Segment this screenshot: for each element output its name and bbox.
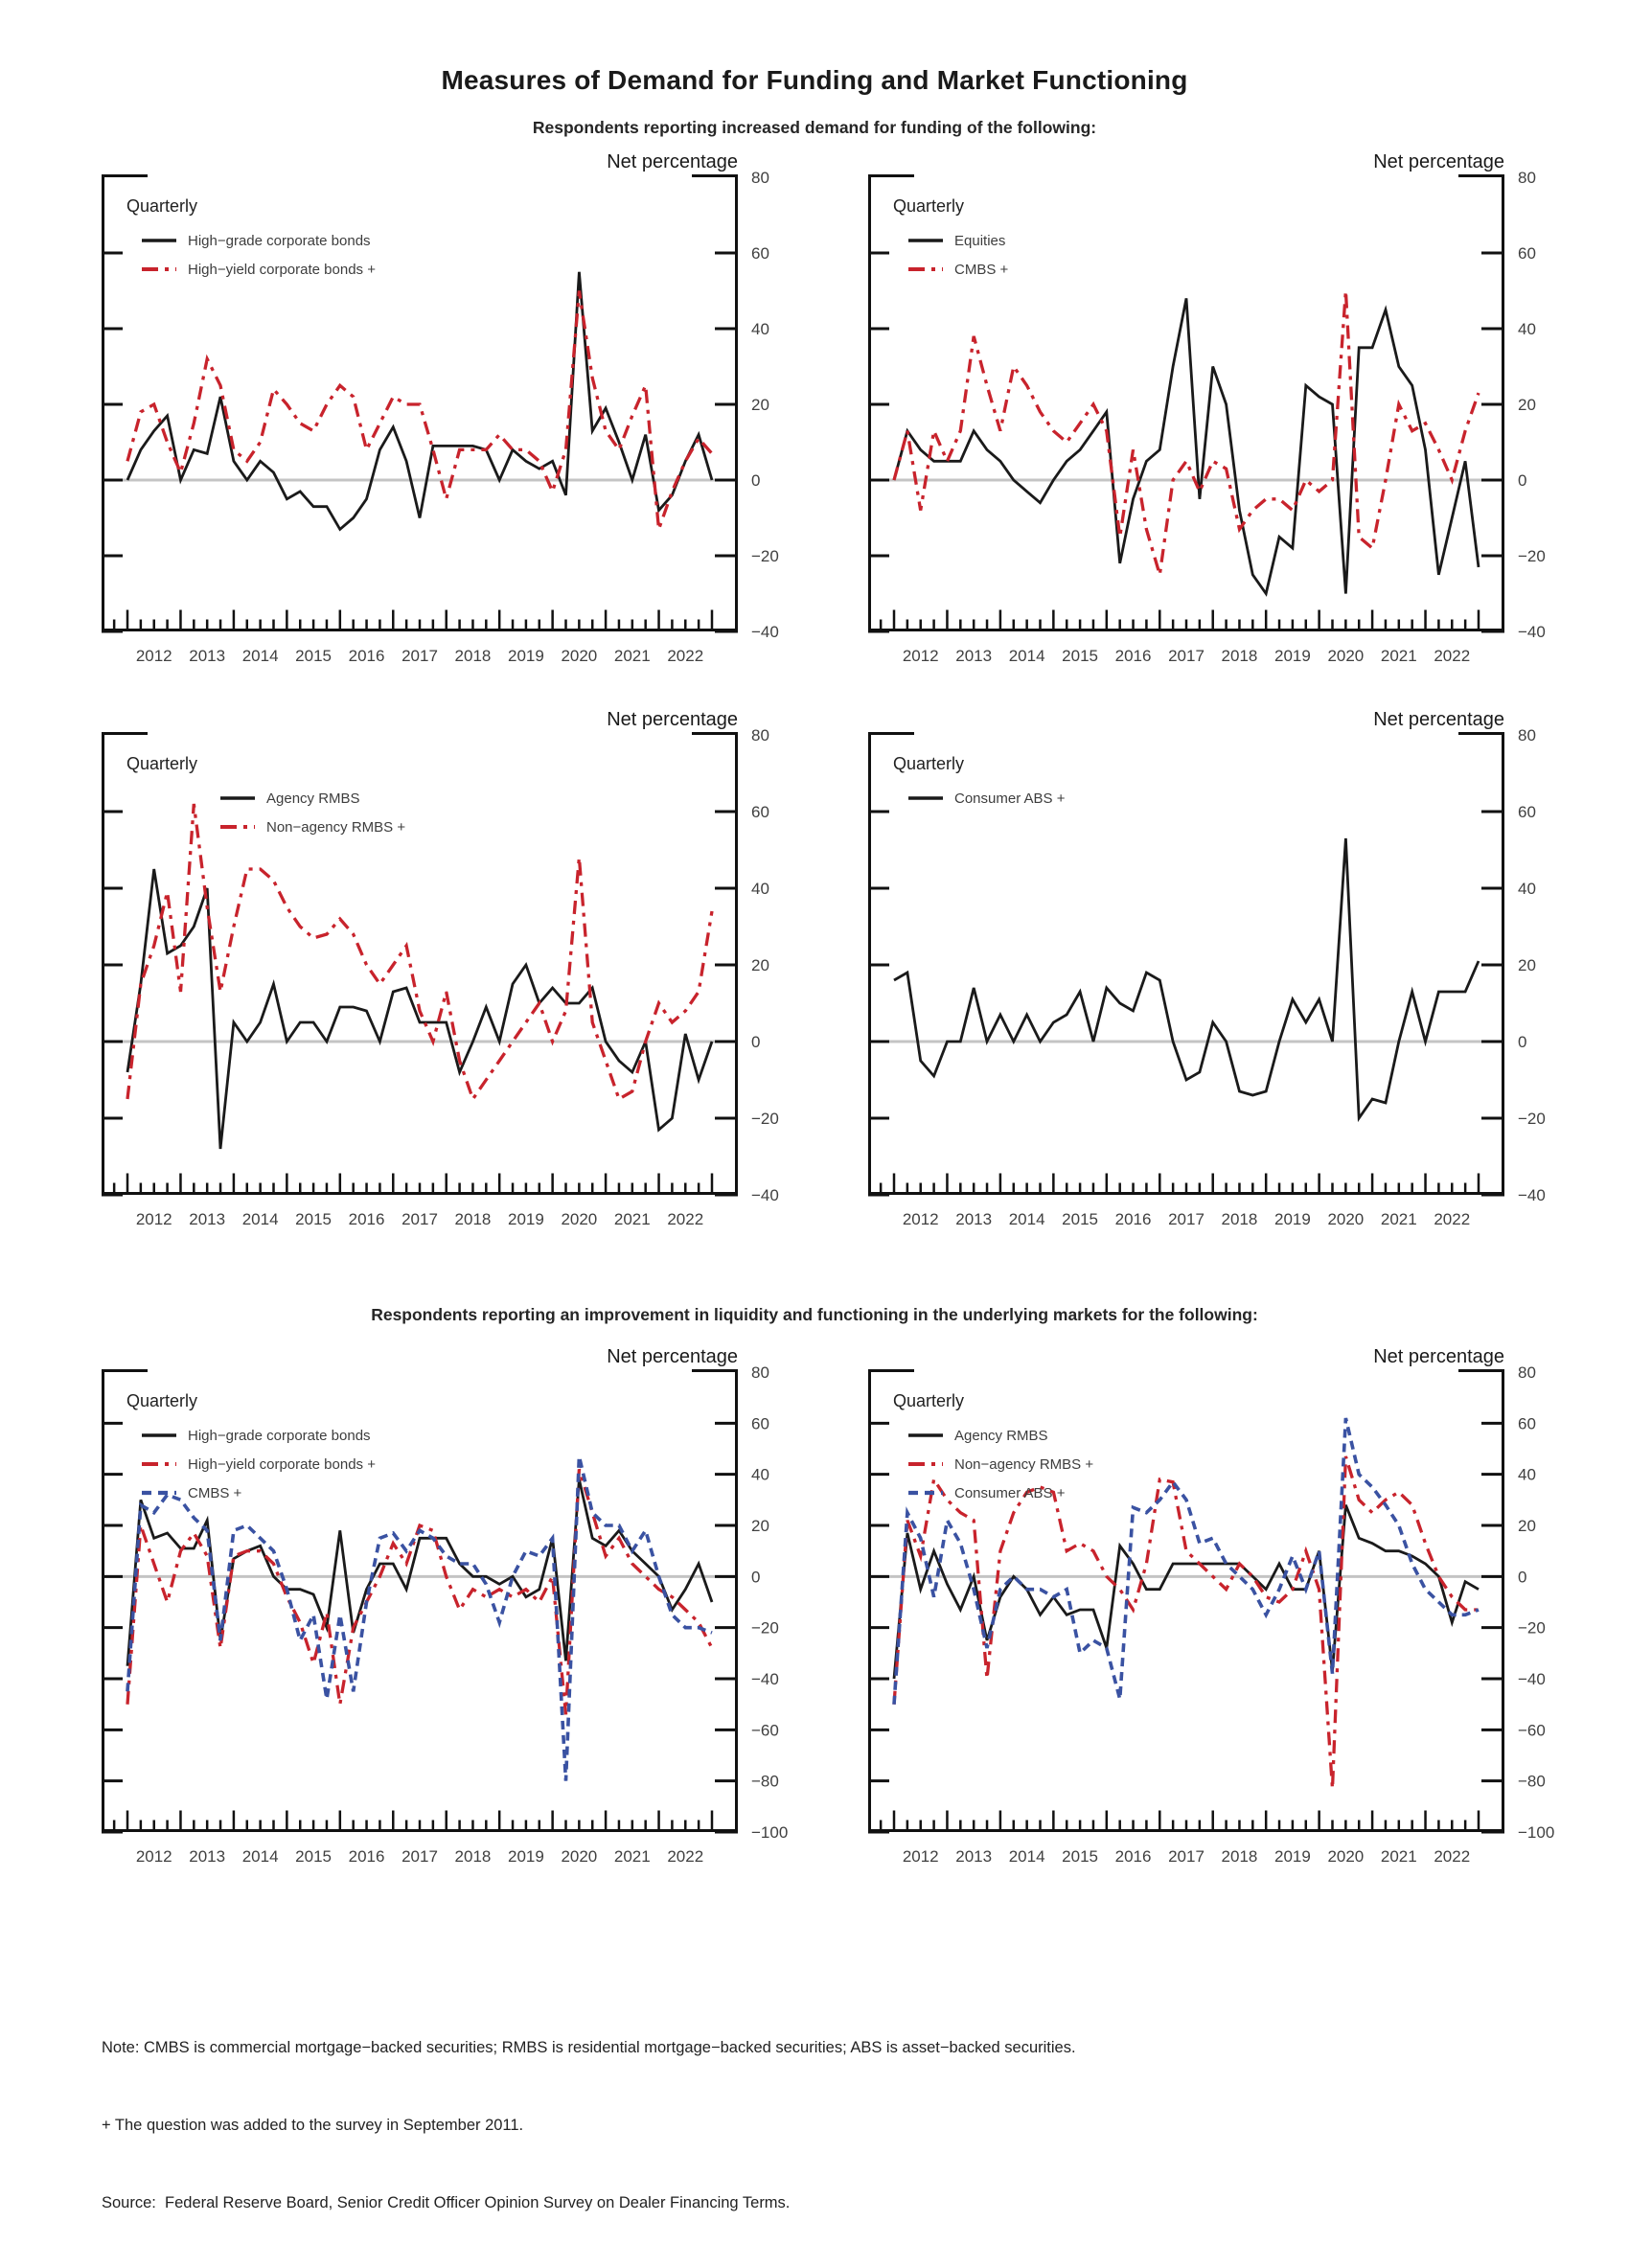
x-year-label: 2019 — [507, 647, 544, 665]
chart-panel-demand-consumer-abs — [868, 709, 1546, 1228]
y-tick-label: −40 — [1518, 1186, 1546, 1204]
y-tick-label: 40 — [1518, 1465, 1536, 1484]
x-year-label: 2020 — [1327, 1210, 1365, 1228]
x-year-label: 2019 — [507, 1210, 544, 1228]
y-tick-label: −20 — [751, 547, 779, 565]
x-year-label: 2017 — [1168, 647, 1205, 665]
x-axis-ticks — [114, 1174, 712, 1229]
x-year-label: 2015 — [295, 1847, 333, 1866]
chart-notes — [102, 1983, 1539, 2268]
x-year-label: 2017 — [1168, 1210, 1205, 1228]
x-year-label: 2013 — [189, 1847, 226, 1866]
frequency-label: Quarterly — [126, 754, 198, 773]
legend — [908, 1428, 1093, 1501]
x-year-label: 2014 — [241, 1210, 279, 1228]
note-source: Source: Federal Reserve Board, Senior Credit Officer Opinion Survey on Dealer Financing Terms. — [102, 2194, 791, 2211]
legend — [142, 1428, 376, 1501]
y-tick-label: 20 — [751, 1517, 769, 1535]
x-year-label: 2021 — [1380, 647, 1417, 665]
y-tick-label: 0 — [1518, 471, 1527, 490]
y-tick-label: 0 — [751, 471, 761, 490]
x-year-label: 2013 — [955, 647, 993, 665]
y-tick-label: 40 — [1518, 320, 1536, 338]
x-year-label: 2018 — [454, 1847, 492, 1866]
legend-label: CMBS + — [954, 262, 1009, 278]
x-year-label: 2018 — [454, 1210, 492, 1228]
y-tick-label: −100 — [1518, 1823, 1555, 1842]
y-tick-label: 80 — [1518, 169, 1536, 187]
x-year-label: 2015 — [1062, 647, 1099, 665]
y-axis-title: Net percentage — [607, 1346, 738, 1367]
y-axis-title: Net percentage — [1373, 1346, 1504, 1367]
chart-panel-demand-equities-cmbs — [868, 151, 1546, 665]
y-tick-label: 0 — [751, 1033, 761, 1051]
y-tick-label: 40 — [751, 320, 769, 338]
frequency-label: Quarterly — [893, 1391, 965, 1410]
x-year-label: 2013 — [955, 1210, 993, 1228]
x-year-label: 2022 — [667, 647, 704, 665]
section1-heading: Respondents reporting increased demand for funding of the following: — [532, 118, 1097, 137]
legend-item — [908, 790, 1066, 807]
x-year-label: 2018 — [454, 647, 492, 665]
y-tick-label: −20 — [1518, 547, 1546, 565]
series-group — [127, 804, 712, 1149]
chart-panel-demand-corporate-bonds — [102, 151, 779, 665]
x-year-label: 2014 — [1008, 1847, 1045, 1866]
y-tick-label: 60 — [751, 244, 769, 263]
x-year-label: 2018 — [1221, 647, 1258, 665]
x-year-label: 2019 — [507, 1847, 544, 1866]
x-year-label: 2020 — [561, 1210, 598, 1228]
x-year-label: 2016 — [348, 1847, 385, 1866]
series-line-3 — [127, 1456, 712, 1781]
x-axis-ticks — [881, 610, 1479, 666]
x-year-label: 2013 — [189, 1210, 226, 1228]
y-tick-label: −40 — [1518, 1670, 1546, 1688]
y-tick-label: −40 — [751, 1670, 779, 1688]
x-axis-ticks — [114, 610, 712, 666]
x-year-label: 2017 — [402, 1210, 438, 1228]
chart-panel-demand-rmbs — [102, 709, 779, 1228]
x-year-label: 2019 — [1273, 1210, 1311, 1228]
note-definitions: Note: CMBS is commercial mortgage−backed securities; RMBS is residential mortgage−backed securities; ABS is asset−backed securities. — [102, 2039, 1076, 2056]
x-year-label: 2021 — [1380, 1210, 1417, 1228]
x-year-label: 2019 — [1273, 1847, 1311, 1866]
x-year-label: 2021 — [1380, 1847, 1417, 1866]
series-line-1 — [894, 838, 1479, 1118]
x-year-label: 2015 — [295, 647, 333, 665]
legend-label: Non−agency RMBS + — [266, 819, 406, 836]
chart-panel-liquidity-corporate-cmbs — [102, 1346, 788, 1866]
legend — [908, 790, 1066, 807]
x-year-label: 2018 — [1221, 1210, 1258, 1228]
x-year-label: 2014 — [241, 1847, 279, 1866]
legend-label: High−grade corporate bonds — [188, 233, 371, 249]
x-year-label: 2022 — [1434, 1210, 1471, 1228]
legend — [908, 233, 1009, 278]
y-tick-label: 80 — [1518, 1363, 1536, 1382]
frequency-label: Quarterly — [126, 1391, 198, 1410]
x-year-label: 2020 — [561, 1847, 598, 1866]
x-year-label: 2022 — [1434, 1847, 1471, 1866]
frequency-label: Quarterly — [126, 196, 198, 216]
x-year-label: 2022 — [1434, 647, 1471, 665]
x-year-label: 2016 — [1114, 1847, 1152, 1866]
legend-item — [142, 1456, 376, 1473]
series-group — [127, 1456, 712, 1781]
x-year-label: 2015 — [1062, 1210, 1099, 1228]
x-year-label: 2013 — [189, 647, 226, 665]
series-group — [894, 1418, 1479, 1789]
y-tick-label: 80 — [1518, 726, 1536, 745]
y-tick-label: 80 — [751, 726, 769, 745]
x-year-label: 2022 — [667, 1210, 704, 1228]
x-year-label: 2014 — [1008, 1210, 1045, 1228]
legend-label: High−yield corporate bonds + — [188, 1456, 376, 1473]
x-year-label: 2012 — [135, 647, 172, 665]
x-year-label: 2015 — [1062, 1847, 1099, 1866]
legend-item — [142, 233, 371, 249]
y-tick-label: 60 — [751, 1414, 769, 1433]
legend — [220, 790, 405, 836]
y-tick-label: −20 — [1518, 1618, 1546, 1638]
legend-label: High−grade corporate bonds — [188, 1428, 371, 1444]
x-year-label: 2021 — [613, 1847, 651, 1866]
legend-item — [908, 233, 1005, 249]
y-tick-label: −40 — [751, 1186, 779, 1204]
legend-label: Non−agency RMBS + — [954, 1456, 1094, 1473]
legend-label: CMBS + — [188, 1485, 242, 1501]
legend-item — [220, 790, 360, 807]
legend-item — [142, 1485, 242, 1501]
x-year-label: 2019 — [1273, 647, 1311, 665]
y-tick-label: −20 — [1518, 1110, 1546, 1128]
series-line-1 — [127, 1479, 712, 1666]
y-tick-label: 0 — [751, 1568, 761, 1587]
y-axis-title: Net percentage — [607, 151, 738, 172]
x-year-label: 2014 — [1008, 647, 1045, 665]
legend-label: Consumer ABS + — [954, 790, 1066, 807]
x-year-label: 2012 — [902, 1210, 939, 1228]
frequency-label: Quarterly — [893, 754, 965, 773]
x-year-label: 2021 — [613, 647, 651, 665]
x-year-label: 2017 — [402, 647, 438, 665]
series-group — [127, 272, 712, 530]
x-year-label: 2020 — [1327, 1847, 1365, 1866]
x-year-label: 2016 — [348, 1210, 385, 1228]
x-axis-ticks — [881, 1174, 1479, 1229]
y-tick-label: 0 — [1518, 1033, 1527, 1051]
x-year-label: 2012 — [135, 1210, 172, 1228]
x-year-label: 2020 — [1327, 647, 1365, 665]
series-line-1 — [894, 1505, 1479, 1679]
x-axis-ticks — [881, 1811, 1479, 1867]
legend-item — [908, 262, 1009, 278]
x-year-label: 2016 — [1114, 647, 1152, 665]
legend-item — [142, 1428, 371, 1444]
y-tick-label: −80 — [1518, 1772, 1546, 1791]
y-tick-label: −60 — [751, 1721, 779, 1740]
y-tick-label: −40 — [751, 623, 779, 641]
y-tick-label: 20 — [751, 396, 769, 414]
x-year-label: 2016 — [1114, 1210, 1152, 1228]
y-tick-label: 40 — [751, 1465, 769, 1484]
y-axis-title: Net percentage — [607, 709, 738, 730]
legend-label: Equities — [954, 233, 1006, 249]
axis-frame — [102, 735, 738, 1195]
y-tick-label: −20 — [751, 1110, 779, 1128]
y-tick-label: −40 — [1518, 623, 1546, 641]
y-axis-title: Net percentage — [1373, 709, 1504, 730]
note-survey-added: + The question was added to the survey in September 2011. — [102, 2117, 524, 2134]
y-tick-label: 40 — [751, 880, 769, 898]
y-tick-label: 60 — [1518, 244, 1536, 263]
y-tick-label: 20 — [1518, 1517, 1536, 1535]
x-year-label: 2013 — [955, 1847, 993, 1866]
series-group — [894, 838, 1479, 1118]
y-tick-label: −80 — [751, 1772, 779, 1791]
x-axis-ticks — [114, 1811, 712, 1867]
legend-item — [908, 1428, 1048, 1444]
x-year-label: 2016 — [348, 647, 385, 665]
y-tick-label: 80 — [751, 1363, 769, 1382]
x-year-label: 2018 — [1221, 1847, 1258, 1866]
section2-heading: Respondents reporting an improvement in liquidity and functioning in the underlying markets for the following: — [371, 1305, 1258, 1324]
legend-label: High−yield corporate bonds + — [188, 262, 376, 278]
y-tick-label: 20 — [1518, 956, 1536, 974]
x-year-label: 2012 — [902, 647, 939, 665]
x-year-label: 2017 — [402, 1847, 438, 1866]
y-tick-label: 60 — [751, 803, 769, 821]
y-tick-label: −60 — [1518, 1721, 1546, 1740]
x-year-label: 2014 — [241, 647, 279, 665]
x-year-label: 2021 — [613, 1210, 651, 1228]
chart-panel-liquidity-securitized — [868, 1346, 1554, 1866]
y-tick-label: 20 — [1518, 396, 1536, 414]
legend-item — [142, 262, 376, 278]
x-year-label: 2012 — [902, 1847, 939, 1866]
y-tick-label: 60 — [1518, 803, 1536, 821]
x-year-label: 2017 — [1168, 1847, 1205, 1866]
page-title: Measures of Demand for Funding and Market Functioning — [441, 65, 1188, 95]
legend-label: Agency RMBS — [266, 790, 360, 807]
y-tick-label: 80 — [751, 169, 769, 187]
y-axis-title: Net percentage — [1373, 151, 1504, 172]
y-tick-label: 0 — [1518, 1568, 1527, 1587]
legend — [142, 233, 376, 278]
y-tick-label: −100 — [751, 1823, 789, 1842]
x-year-label: 2012 — [135, 1847, 172, 1866]
y-tick-label: 60 — [1518, 1414, 1536, 1433]
y-tick-label: 20 — [751, 956, 769, 974]
x-year-label: 2022 — [667, 1847, 704, 1866]
y-axis-ticks — [102, 726, 779, 1204]
series-line-2 — [127, 291, 712, 530]
y-tick-label: −20 — [751, 1618, 779, 1638]
series-line-1 — [894, 298, 1479, 593]
legend-label: Consumer ABS + — [954, 1485, 1066, 1501]
legend-label: Agency RMBS — [954, 1428, 1048, 1444]
legend-item — [220, 819, 405, 836]
series-group — [894, 291, 1479, 594]
series-line-1 — [127, 272, 712, 530]
legend-item — [908, 1456, 1093, 1473]
frequency-label: Quarterly — [893, 196, 965, 216]
y-tick-label: 40 — [1518, 880, 1536, 898]
x-year-label: 2015 — [295, 1210, 333, 1228]
x-year-label: 2020 — [561, 647, 598, 665]
